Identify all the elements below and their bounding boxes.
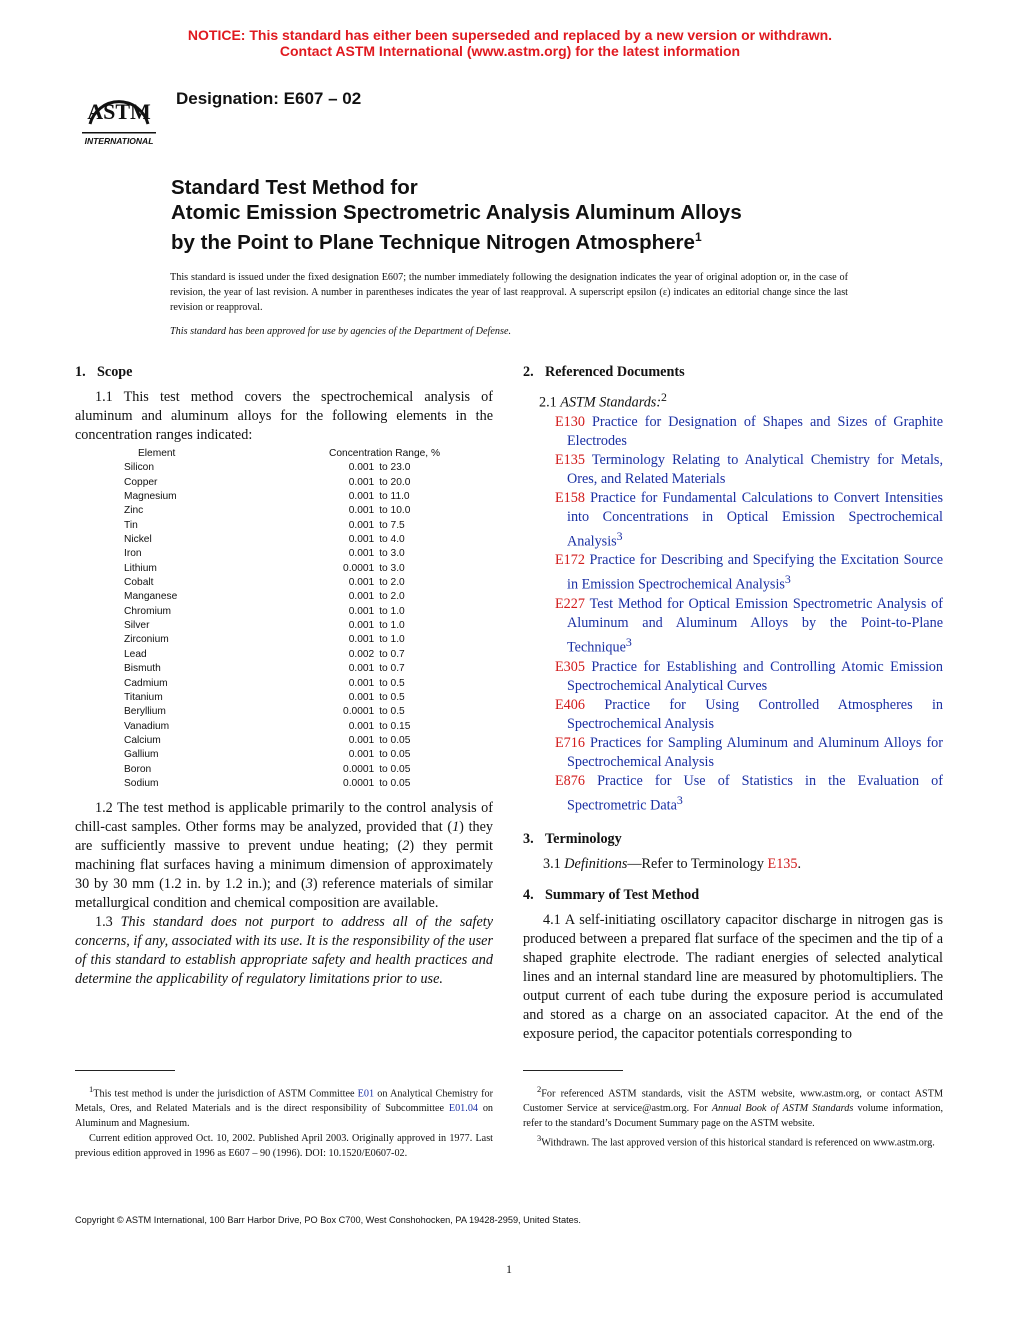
std-footnote-marker: 2 <box>661 390 667 404</box>
range-min: 0.001 <box>348 677 375 689</box>
scope-paragraph-2 <box>75 799 493 913</box>
std-number: 2.1 <box>539 394 561 411</box>
term-label: Definitions <box>564 855 628 872</box>
summary-paragraph: 4.1 A self-initiating oscillatory capacitor discharge in nitrogen gas is produced between a prepared flat surface of the specimen and the tip of a shaped graphite electrode. The radiant energies of selected analytical lines and an internal standard line are measured by photomultipliers. The output current of each tube during the exposure period is accumulated and stored as a charge on an associated capacitor. At the end of the exposure period, the capacitor potentials corresponding to <box>523 911 943 1042</box>
e0104-link[interactable]: E01.04 <box>448 1103 479 1115</box>
element-row <box>124 720 444 734</box>
range-min: 0.001 <box>348 519 375 531</box>
element-row <box>124 648 444 662</box>
copyright: Copyright © ASTM International, 100 Barr Harbor Drive, PO Box C700, West Conshohocken, PA 19428-2959, United States. <box>75 1215 581 1225</box>
reference-item[interactable] <box>539 413 943 451</box>
range-min: 0.001 <box>348 462 375 474</box>
p2-item-1: 1 <box>452 819 460 836</box>
reference-title[interactable]: Practice for Using Controlled Atmospheres in Spectrochemical Analysis <box>567 696 943 732</box>
element-name: Calcium <box>124 734 161 746</box>
reference-title[interactable]: Practice for Describing and Specifying the Excitation Source in Emission Spectrochemical Analysis <box>567 552 943 594</box>
element-table <box>124 447 444 791</box>
range-max: to 1.0 <box>379 620 405 632</box>
reference-title[interactable]: Terminology Relating to Analytical Chemistry for Metals, Ores, and Related Materials <box>567 451 943 487</box>
e135-link[interactable]: E135 <box>767 855 798 872</box>
footnote-rule-right <box>523 1070 623 1071</box>
range-min: 0.001 <box>348 663 375 675</box>
element-row <box>124 576 444 590</box>
range-max: to 0.5 <box>379 706 405 718</box>
range-min: 0.001 <box>348 734 375 746</box>
reference-code[interactable]: E135 <box>555 451 585 468</box>
element-row <box>124 519 444 533</box>
element-rows <box>124 461 444 791</box>
notice-line-1: NOTICE: This standard has either been superseded and replaced by a new version or withdrawn. <box>187 27 833 43</box>
astm-logo <box>78 76 160 148</box>
reference-item[interactable] <box>539 734 943 772</box>
right-column <box>523 363 943 1044</box>
range-max: to 0.7 <box>379 648 405 660</box>
element-name: Silicon <box>124 462 155 474</box>
footnotes-left <box>75 1082 493 1161</box>
element-name: Gallium <box>124 749 159 761</box>
designation: Designation: E607 – 02 <box>176 89 362 108</box>
element-row <box>124 605 444 619</box>
element-name: Magnesium <box>124 491 177 503</box>
reference-footnote-marker: 3 <box>784 572 791 587</box>
element-table-header <box>124 447 444 461</box>
reference-item[interactable] <box>539 489 943 552</box>
e01-link[interactable]: E01 <box>357 1088 375 1100</box>
element-name: Vanadium <box>124 720 170 732</box>
footnote-1 <box>75 1082 493 1131</box>
fn3-marker: 3 <box>537 1133 542 1144</box>
range-max: to 2.0 <box>379 591 405 603</box>
element-name: Iron <box>124 548 142 560</box>
element-name: Zinc <box>124 505 144 517</box>
terminology-heading <box>523 830 943 849</box>
element-row <box>124 691 444 705</box>
title-line-3 <box>171 225 871 255</box>
fn2-part-b: volume information, refer to the standard’s Document Summary page on the ASTM website. <box>523 1103 943 1130</box>
reference-list <box>523 413 943 816</box>
astm-standards-line <box>523 388 943 413</box>
element-row <box>124 748 444 762</box>
range-max: to 1.0 <box>379 634 405 646</box>
element-name: Titanium <box>124 691 163 703</box>
title-line-1: Standard Test Method for <box>171 176 418 199</box>
svg-text:ASTM: ASTM <box>87 99 151 124</box>
scope-title: Scope <box>97 364 133 380</box>
reference-item[interactable] <box>539 595 943 658</box>
title-line-3-text: by the Point to Plane Technique Nitrogen Atmosphere <box>171 230 695 254</box>
range-max: to 0.05 <box>379 734 411 746</box>
range-max: to 0.05 <box>379 749 411 761</box>
range-min: 0.001 <box>348 505 375 517</box>
reference-item[interactable] <box>539 658 943 696</box>
range-min: 0.001 <box>348 620 375 632</box>
left-column <box>75 363 493 989</box>
element-row <box>124 619 444 633</box>
range-max: to 0.5 <box>379 691 405 703</box>
element-row <box>124 677 444 691</box>
reference-item[interactable] <box>539 696 943 734</box>
range-min: 0.001 <box>348 749 375 761</box>
intro-paragraph: This standard is issued under the fixed designation E607; the number immediately following the designation indicates the year of original adoption or, in the case of revision, the year of last revision. A number in parentheses indicates the year of last reapproval. A superscript epsilon (ε) indicates an editorial change since the last revision or reapproval. <box>170 272 848 313</box>
range-max: to 0.05 <box>379 777 411 789</box>
range-max: to 3.0 <box>379 562 405 574</box>
reference-footnote-marker: 3 <box>625 635 632 650</box>
range-min: 0.001 <box>348 534 375 546</box>
range-min: 0.001 <box>348 491 375 503</box>
range-min: 0.001 <box>348 577 375 589</box>
element-name: Lead <box>124 648 147 660</box>
p2-item-3: 3 <box>305 876 313 893</box>
reference-code[interactable]: E716 <box>555 734 585 751</box>
summary-title: Summary of Test Method <box>545 886 700 903</box>
element-row <box>124 590 444 604</box>
scope-paragraph-3 <box>75 913 493 989</box>
reference-footnote-marker: 3 <box>616 528 623 543</box>
element-row <box>124 705 444 719</box>
element-row <box>124 461 444 475</box>
fn3-text: Withdrawn. The last approved version of this historical standard is referenced on www.astm.org. <box>541 1137 935 1149</box>
term-text: —Refer to Terminology <box>627 855 768 872</box>
reference-title[interactable]: Test Method for Optical Emission Spectrometric Analysis of Aluminum and Aluminum Alloys by the Point-to-Plane Technique <box>567 596 943 656</box>
reference-code[interactable]: E158 <box>555 489 585 506</box>
std-label: ASTM Standards: <box>560 394 662 411</box>
element-name: Cobalt <box>124 577 154 589</box>
terminology-title: Terminology <box>545 830 622 847</box>
title-line-2: Atomic Emission Spectrometric Analysis Aluminum Alloys <box>171 201 742 224</box>
p2-part-d: ) reference materials of similar metallurgical condition and chemical composition are available. <box>75 876 493 912</box>
range-max: to 23.0 <box>379 462 411 474</box>
range-min: 0.001 <box>348 548 375 560</box>
element-name: Tin <box>124 519 138 531</box>
fn1-part-b: on Analytical Chemistry for Metals, Ores, and Related Materials and is the direct responsibility of Subcommittee <box>75 1088 493 1115</box>
svg-text:INTERNATIONAL: INTERNATIONAL <box>84 136 154 146</box>
range-min: 0.0001 <box>343 777 375 789</box>
range-min: 0.001 <box>348 476 375 488</box>
reference-code[interactable]: E172 <box>555 552 585 569</box>
element-name: Manganese <box>124 591 178 603</box>
footnotes-right <box>523 1082 943 1151</box>
range-min: 0.001 <box>348 591 375 603</box>
notice-line-2: Contact ASTM International (www.astm.org) for the latest information <box>279 43 741 59</box>
element-name: Silver <box>124 620 150 632</box>
range-min: 0.0001 <box>343 763 375 775</box>
range-max: to 10.0 <box>379 505 411 517</box>
range-max: to 20.0 <box>379 476 411 488</box>
defense-note: This standard has been approved for use by agencies of the Department of Defense. <box>170 326 512 337</box>
range-min: 0.0001 <box>343 706 375 718</box>
reference-footnote-marker: 3 <box>676 792 683 807</box>
reference-item[interactable] <box>539 551 943 595</box>
range-max: to 3.0 <box>379 548 405 560</box>
element-row <box>124 662 444 676</box>
range-column-header: Concentration Range, % <box>329 448 440 459</box>
range-max: to 0.15 <box>379 720 411 732</box>
element-row <box>124 490 444 504</box>
element-row <box>124 734 444 748</box>
terminology-number: 3. <box>523 830 534 847</box>
range-max: to 0.7 <box>379 663 405 675</box>
range-max: to 2.0 <box>379 577 405 589</box>
reference-code[interactable]: E305 <box>555 658 585 675</box>
summary-heading <box>523 886 943 905</box>
element-row <box>124 476 444 490</box>
astm-logo-icon <box>78 76 160 148</box>
document-title <box>171 175 871 255</box>
element-row <box>124 504 444 518</box>
element-name: Boron <box>124 763 152 775</box>
element-name: Lithium <box>124 562 157 574</box>
p2-part-c: ) they permit machining flat surfaces having a minimum dimension of approximately 30 by 30 mm (1.2 in. by 1.2 in.); and ( <box>75 838 493 893</box>
element-row <box>124 562 444 576</box>
p3-number: 1.3 <box>95 914 121 931</box>
scope-heading <box>75 363 493 382</box>
range-min: 0.001 <box>348 691 375 703</box>
reference-code[interactable]: E406 <box>555 696 585 713</box>
reference-code[interactable]: E130 <box>555 413 585 430</box>
footnote-2 <box>523 1082 943 1131</box>
element-row <box>124 633 444 647</box>
reference-code[interactable]: E876 <box>555 772 585 789</box>
element-row <box>124 533 444 547</box>
element-name: Zirconium <box>124 634 169 646</box>
safety-statement: This standard does not purport to address all of the safety concerns, if any, associated with its use. It is the responsibility of the user of this standard to establish appropriate safety and health practices and determine the applicability of regulatory limitations prior to use. <box>75 914 493 988</box>
scope-paragraph-1: 1.1 This test method covers the spectrochemical analysis of aluminum and aluminum alloys for the following elements in the concentration ranges indicated: <box>75 389 493 443</box>
title-footnote-marker: 1 <box>694 230 702 244</box>
footnote-rule-left <box>75 1070 175 1071</box>
fn2-book-title: Annual Book of ASTM Standards <box>711 1103 854 1115</box>
element-row <box>124 763 444 777</box>
range-max: to 11.0 <box>379 491 410 503</box>
element-name: Bismuth <box>124 663 161 675</box>
referenced-number: 2. <box>523 364 534 380</box>
page-number: 1 <box>506 1262 512 1276</box>
p2-part-b: ) they are sufficiently massive to prevent undue heating; ( <box>75 819 493 855</box>
footnote-1-edition: Current edition approved Oct. 10, 2002. Published April 2003. Originally approved in 1977. Last previous edition approved in 1996 as E607 – 90 (1996). DOI: 10.1520/E0607-02. <box>75 1133 493 1160</box>
range-min: 0.001 <box>348 634 375 646</box>
range-min: 0.001 <box>348 605 375 617</box>
element-name: Sodium <box>124 777 159 789</box>
range-max: to 0.05 <box>379 763 411 775</box>
term-number: 3.1 <box>543 855 565 872</box>
range-min: 0.001 <box>348 720 375 732</box>
term-end: . <box>797 855 802 872</box>
reference-title[interactable]: Practices for Sampling Aluminum and Aluminum Alloys for Spectrochemical Analysis <box>567 734 944 770</box>
range-max: to 7.5 <box>379 519 405 531</box>
element-column-header: Element <box>138 448 176 459</box>
fn2-part-a: For referenced ASTM standards, visit the ASTM website, www.astm.org, or contact ASTM Customer Service at service@astm.org. For <box>523 1088 943 1115</box>
terminology-paragraph <box>523 855 943 874</box>
reference-item[interactable] <box>539 772 943 816</box>
reference-title[interactable]: Practice for Fundamental Calculations to Convert Intensities into Concentrations in Optical Emission Spectrochemical Analysis <box>567 489 943 550</box>
reference-title[interactable]: Practice for Establishing and Controlling Atomic Emission Spectrochemical Analytical Curves <box>567 658 943 694</box>
element-name: Copper <box>124 476 158 488</box>
range-max: to 4.0 <box>379 534 405 546</box>
element-row <box>124 777 444 791</box>
scope-number: 1. <box>75 364 86 380</box>
range-max: to 0.5 <box>379 677 405 689</box>
range-max: to 1.0 <box>379 605 405 617</box>
summary-number: 4. <box>523 886 534 903</box>
reference-code[interactable]: E227 <box>555 596 585 613</box>
element-name: Cadmium <box>124 677 168 689</box>
reference-title[interactable]: Practice for Use of Statistics in the Evaluation of Spectrometric Data <box>567 772 944 814</box>
fn1-part-c: on Aluminum and Magnesium. <box>75 1103 493 1130</box>
reference-item[interactable] <box>539 451 943 489</box>
fn2-marker: 2 <box>537 1084 542 1094</box>
reference-title[interactable]: Practice for Designation of Shapes and Sizes of Graphite Electrodes <box>567 413 943 449</box>
p2-part-a: 1.2 The test method is applicable primarily to the control analysis of chill-cast samples. Other forms may be analyzed, provided that ( <box>75 800 493 836</box>
fn1-marker: 1 <box>89 1084 94 1094</box>
element-name: Beryllium <box>124 706 166 718</box>
element-name: Chromium <box>124 605 171 617</box>
range-min: 0.002 <box>348 648 375 660</box>
range-min: 0.0001 <box>343 562 375 574</box>
element-row <box>124 547 444 561</box>
referenced-title: Referenced Documents <box>545 364 685 380</box>
superseded-notice <box>0 27 1020 59</box>
p2-item-2: 2 <box>402 838 410 855</box>
footnote-3 <box>523 1131 943 1150</box>
referenced-heading <box>523 363 943 382</box>
fn1-part-a: This test method is under the jurisdiction of ASTM Committee <box>93 1088 358 1100</box>
element-name: Nickel <box>124 534 152 546</box>
